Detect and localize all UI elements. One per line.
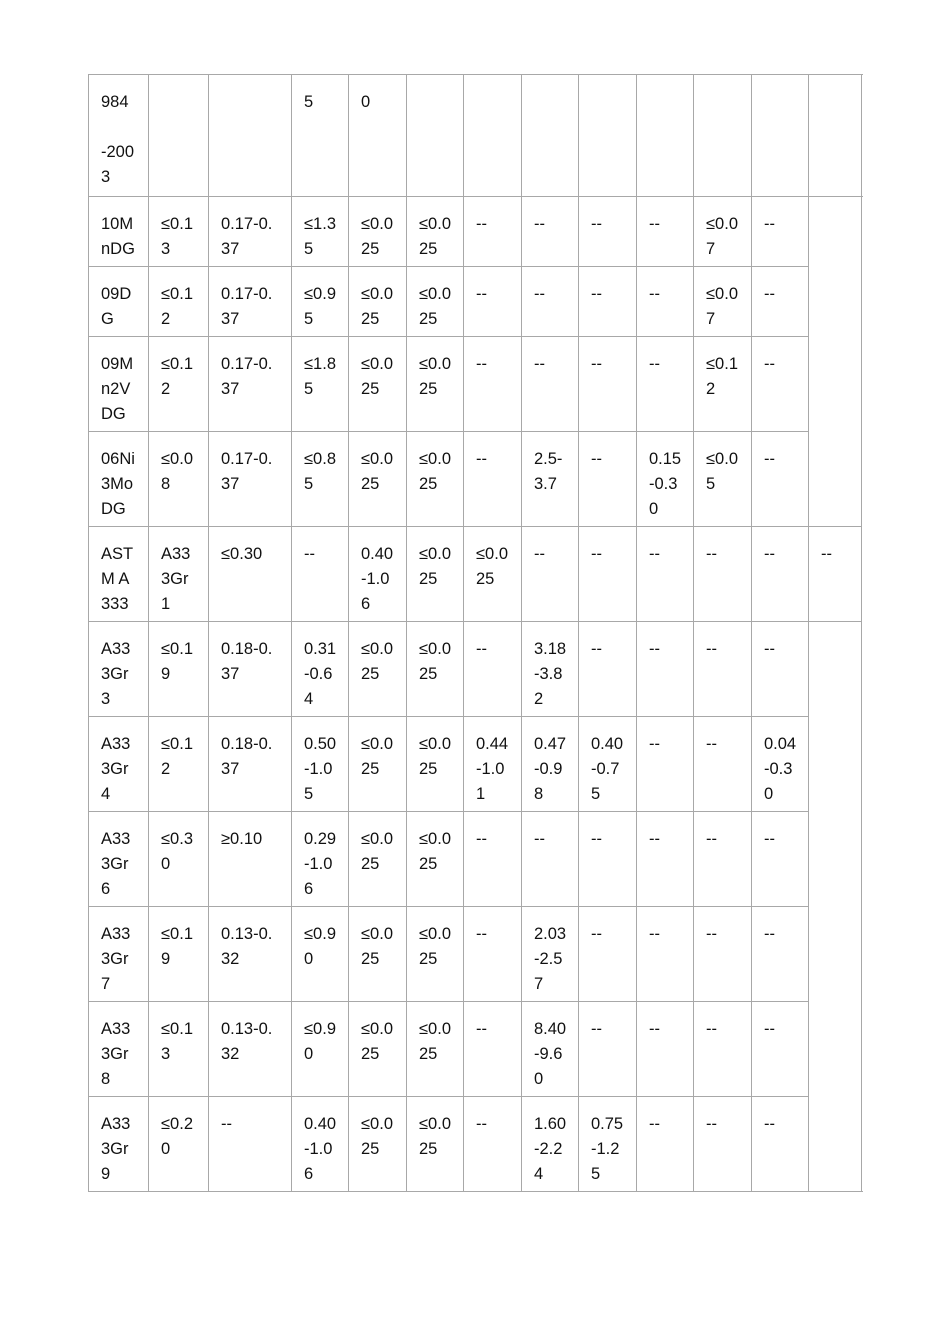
- table-cell: ≤0.2 0: [149, 1097, 209, 1192]
- table-cell: --: [464, 907, 522, 1002]
- table-cell: --: [752, 622, 809, 717]
- table-row: [89, 527, 862, 622]
- table-cell: --: [522, 267, 579, 337]
- table-cell: ≤0.0 25: [349, 812, 407, 907]
- table-cell: --: [752, 812, 809, 907]
- table-cell: A33 3Gr 9: [89, 1097, 149, 1192]
- table-cell: [579, 75, 637, 197]
- table-cell: 0.13-0. 32: [209, 1002, 292, 1097]
- table-cell: ≤0.1 2: [149, 337, 209, 432]
- table-cell: --: [694, 622, 752, 717]
- table-cell: 0.15 -0.3 0: [637, 432, 694, 527]
- table-cell: 0.13-0. 32: [209, 907, 292, 1002]
- table-cell: ≤0.0 25: [349, 717, 407, 812]
- table-cell: ≤0.0 25: [407, 812, 464, 907]
- table-cell: --: [694, 812, 752, 907]
- table-cell: 0.40 -1.0 6: [349, 527, 407, 622]
- table-cell: 2.5- 3.7: [522, 432, 579, 527]
- table-cell: 8.40 -9.6 0: [522, 1002, 579, 1097]
- table-cell: --: [464, 267, 522, 337]
- table-row: [89, 907, 862, 1002]
- table-cell: ≤0.0 25: [349, 267, 407, 337]
- table-cell: ≤0.30: [209, 527, 292, 622]
- table-cell: A33 3Gr 4: [89, 717, 149, 812]
- table-cell: 5: [292, 75, 349, 197]
- table-cell: --: [464, 622, 522, 717]
- table-cell: ≤0.0 25: [407, 267, 464, 337]
- table-cell: 984 -200 3: [89, 75, 149, 197]
- table-cell: ≤1.3 5: [292, 197, 349, 267]
- table-cell: --: [579, 337, 637, 432]
- table-cell: A33 3Gr 1: [149, 527, 209, 622]
- table-cell: [637, 75, 694, 197]
- table-cell: [522, 75, 579, 197]
- table-cell: ≤0.0 25: [407, 197, 464, 267]
- table-cell: --: [752, 197, 809, 267]
- table-cell: --: [637, 907, 694, 1002]
- table-row: [89, 1097, 862, 1192]
- table-cell: --: [522, 337, 579, 432]
- table-cell: A33 3Gr 3: [89, 622, 149, 717]
- table-cell: --: [637, 267, 694, 337]
- table-cell: 09M n2V DG: [89, 337, 149, 432]
- table-cell: --: [752, 432, 809, 527]
- table-cell: ≤0.9 0: [292, 907, 349, 1002]
- table-cell: A33 3Gr 8: [89, 1002, 149, 1097]
- table-cell: --: [637, 197, 694, 267]
- merged-blank-cell: [809, 622, 862, 1192]
- table-cell: 0.17-0. 37: [209, 197, 292, 267]
- table-cell: --: [464, 812, 522, 907]
- table-cell: ≤0.0 5: [694, 432, 752, 527]
- table-cell: A33 3Gr 7: [89, 907, 149, 1002]
- table-cell: ≤0.0 25: [407, 622, 464, 717]
- table-cell: 0.04 -0.3 0: [752, 717, 809, 812]
- table-row: [89, 717, 862, 812]
- table-cell: --: [579, 267, 637, 337]
- table-cell: ≤0.0 25: [407, 432, 464, 527]
- table-cell: --: [579, 432, 637, 527]
- table-cell: ≤0.1 9: [149, 622, 209, 717]
- table-cell: --: [579, 527, 637, 622]
- table-cell: --: [752, 337, 809, 432]
- table-cell: --: [464, 197, 522, 267]
- composition-table: [88, 74, 862, 1192]
- table-cell: [464, 75, 522, 197]
- table-cell: ≤0.9 0: [292, 1002, 349, 1097]
- merged-blank-cell: [809, 197, 862, 527]
- table-cell: 0.17-0. 37: [209, 267, 292, 337]
- table-row: [89, 622, 862, 717]
- table-row: [89, 75, 862, 197]
- table-cell: 0.17-0. 37: [209, 432, 292, 527]
- table-cell: ≤0.3 0: [149, 812, 209, 907]
- table-cell: --: [637, 622, 694, 717]
- table-cell: 0.40 -1.0 6: [292, 1097, 349, 1192]
- table-cell: --: [522, 197, 579, 267]
- table-cell: --: [694, 1002, 752, 1097]
- table-cell: 0: [349, 75, 407, 197]
- table-cell: --: [579, 812, 637, 907]
- table-cell: --: [637, 1002, 694, 1097]
- table-cell: [149, 75, 209, 197]
- table-cell: --: [637, 717, 694, 812]
- table-cell: --: [694, 1097, 752, 1192]
- table-cell: 1.60 -2.2 4: [522, 1097, 579, 1192]
- table-cell: ≤1.8 5: [292, 337, 349, 432]
- table-cell: --: [694, 527, 752, 622]
- table-cell: --: [752, 527, 809, 622]
- table-cell: 0.44 -1.0 1: [464, 717, 522, 812]
- table-cell: ≤0.0 25: [407, 717, 464, 812]
- table-cell: ≥0.10: [209, 812, 292, 907]
- table-cell: ≤0.0 25: [407, 337, 464, 432]
- table-cell: ≤0.0 25: [349, 1002, 407, 1097]
- table-cell: --: [752, 1097, 809, 1192]
- table-cell: ≤0.0 25: [349, 622, 407, 717]
- table-cell: --: [752, 907, 809, 1002]
- table-cell: ≤0.9 5: [292, 267, 349, 337]
- table-row: [89, 1002, 862, 1097]
- table-cell: --: [464, 432, 522, 527]
- table-cell: 06Ni 3Mo DG: [89, 432, 149, 527]
- table-cell: --: [752, 1002, 809, 1097]
- table-cell: ≤0.0 25: [407, 907, 464, 1002]
- table-cell: 10M nDG: [89, 197, 149, 267]
- table-cell: ≤0.0 25: [407, 1097, 464, 1192]
- table-cell: 0.47 -0.9 8: [522, 717, 579, 812]
- table-cell: [752, 75, 809, 197]
- table-cell: [694, 75, 752, 197]
- table-cell: 0.50 -1.0 5: [292, 717, 349, 812]
- table-cell: ≤0.1 9: [149, 907, 209, 1002]
- table-cell: ≤0.0 25: [349, 337, 407, 432]
- table-cell: [407, 75, 464, 197]
- table-cell: --: [637, 812, 694, 907]
- table-cell: --: [292, 527, 349, 622]
- table-cell: --: [464, 1097, 522, 1192]
- table-cell: ≤0.1 2: [694, 337, 752, 432]
- table-cell: --: [637, 337, 694, 432]
- table-cell: ≤0.1 2: [149, 267, 209, 337]
- table-cell: --: [579, 1002, 637, 1097]
- table-cell: 0.29 -1.0 6: [292, 812, 349, 907]
- table-cell: --: [579, 197, 637, 267]
- table-cell: --: [809, 527, 862, 622]
- table-cell: --: [209, 1097, 292, 1192]
- table-cell: --: [464, 1002, 522, 1097]
- table-cell: --: [752, 267, 809, 337]
- table-row: [89, 812, 862, 907]
- table-row: [89, 197, 862, 267]
- table-cell: 2.03 -2.5 7: [522, 907, 579, 1002]
- table-row: [89, 432, 862, 527]
- table-cell: ≤0.0 25: [349, 907, 407, 1002]
- table-cell: --: [464, 337, 522, 432]
- table-cell: ≤0.0 25: [407, 527, 464, 622]
- table-cell: --: [522, 812, 579, 907]
- table-cell: 0.18-0. 37: [209, 717, 292, 812]
- table-row: [89, 267, 862, 337]
- table-cell: [809, 75, 862, 197]
- table-cell: ≤0.0 7: [694, 197, 752, 267]
- table-cell: ≤0.1 3: [149, 1002, 209, 1097]
- table-cell: ≤0.1 2: [149, 717, 209, 812]
- table-cell: 0.40 -0.7 5: [579, 717, 637, 812]
- table-cell: 0.31 -0.6 4: [292, 622, 349, 717]
- table-cell: ≤0.0 25: [464, 527, 522, 622]
- table-cell: --: [637, 1097, 694, 1192]
- table-cell: ≤0.0 25: [349, 432, 407, 527]
- table-cell: --: [694, 717, 752, 812]
- table-cell: ≤0.8 5: [292, 432, 349, 527]
- table-cell: --: [579, 622, 637, 717]
- table-cell: ≤0.1 3: [149, 197, 209, 267]
- table-row: [89, 337, 862, 432]
- table-cell: AST M A 333: [89, 527, 149, 622]
- table-cell: ≤0.0 25: [349, 197, 407, 267]
- table-cell: ≤0.0 8: [149, 432, 209, 527]
- table-cell: --: [522, 527, 579, 622]
- table-cell: 09D G: [89, 267, 149, 337]
- table-cell: 3.18 -3.8 2: [522, 622, 579, 717]
- table-cell: 0.17-0. 37: [209, 337, 292, 432]
- table-cell: [209, 75, 292, 197]
- table-cell: --: [579, 907, 637, 1002]
- table-cell: ≤0.0 7: [694, 267, 752, 337]
- table-cell: --: [694, 907, 752, 1002]
- table-cell: ≤0.0 25: [407, 1002, 464, 1097]
- table-cell: --: [637, 527, 694, 622]
- table-cell: A33 3Gr 6: [89, 812, 149, 907]
- table-cell: ≤0.0 25: [349, 1097, 407, 1192]
- table-cell: 0.75 -1.2 5: [579, 1097, 637, 1192]
- table-cell: 0.18-0. 37: [209, 622, 292, 717]
